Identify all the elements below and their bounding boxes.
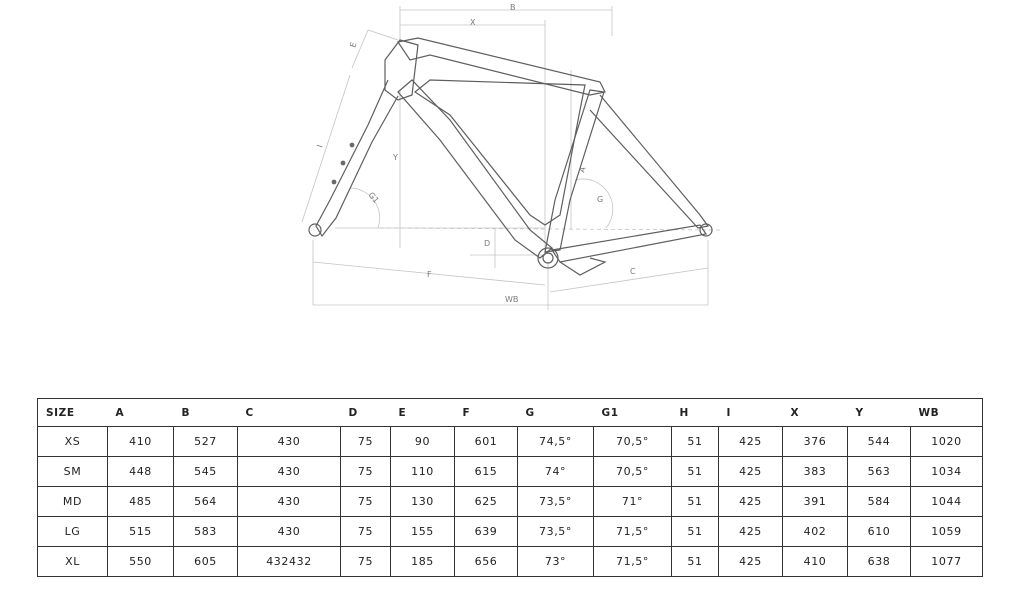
table-cell: 425 — [719, 457, 783, 487]
table-cell: 410 — [783, 547, 848, 577]
table-cell: 90 — [391, 427, 455, 457]
table-cell: 71,5° — [594, 517, 672, 547]
table-cell: 545 — [174, 457, 238, 487]
table-cell: XL — [38, 547, 108, 577]
table-cell: 425 — [719, 547, 783, 577]
table-cell: 383 — [783, 457, 848, 487]
table-cell: 430 — [238, 517, 341, 547]
geometry-table — [37, 398, 983, 577]
table-cell: 430 — [238, 457, 341, 487]
table-cell: 425 — [719, 517, 783, 547]
table-cell: LG — [38, 517, 108, 547]
table-cell: 564 — [174, 487, 238, 517]
table-cell: 610 — [848, 517, 911, 547]
table-cell: 563 — [848, 457, 911, 487]
table-cell: 425 — [719, 487, 783, 517]
table-cell: 1044 — [911, 487, 983, 517]
label-C: C — [630, 267, 636, 276]
label-WB: WB — [505, 295, 519, 304]
table-cell: 73,5° — [518, 517, 594, 547]
table-cell: 71° — [594, 487, 672, 517]
table-cell: 1020 — [911, 427, 983, 457]
header-cell: D — [341, 399, 391, 427]
table-cell: 639 — [455, 517, 518, 547]
table-cell: 410 — [108, 427, 174, 457]
table-cell: 185 — [391, 547, 455, 577]
label-E: E — [348, 41, 359, 49]
table-cell: 527 — [174, 427, 238, 457]
table-cell: 583 — [174, 517, 238, 547]
table-cell: 73° — [518, 547, 594, 577]
label-G: G — [597, 195, 604, 204]
table-cell: 51 — [672, 547, 719, 577]
header-cell: X — [783, 399, 848, 427]
table-cell: 605 — [174, 547, 238, 577]
header-cell: G — [518, 399, 594, 427]
table-cell: 430 — [238, 427, 341, 457]
header-cell: I — [719, 399, 783, 427]
table-cell: 638 — [848, 547, 911, 577]
table-cell: 130 — [391, 487, 455, 517]
table-header-row — [38, 399, 983, 427]
table-cell: 615 — [455, 457, 518, 487]
table-cell: 430 — [238, 487, 341, 517]
table-cell: 51 — [672, 517, 719, 547]
dimension-labels — [315, 3, 636, 304]
header-cell: E — [391, 399, 455, 427]
table-cell: 425 — [719, 427, 783, 457]
table-cell: 376 — [783, 427, 848, 457]
table-cell: 71,5° — [594, 547, 672, 577]
table-cell: 75 — [341, 457, 391, 487]
header-cell: G1 — [594, 399, 672, 427]
table-cell: 75 — [341, 547, 391, 577]
table-cell: 515 — [108, 517, 174, 547]
label-A: A — [577, 165, 588, 174]
header-cell: A — [108, 399, 174, 427]
header-cell: H — [672, 399, 719, 427]
header-cell: B — [174, 399, 238, 427]
table-cell: 70,5° — [594, 427, 672, 457]
header-cell: SIZE — [38, 399, 108, 427]
table-cell: 584 — [848, 487, 911, 517]
table-cell: 110 — [391, 457, 455, 487]
table-cell: 75 — [341, 517, 391, 547]
table-cell: 1059 — [911, 517, 983, 547]
table-row — [38, 517, 983, 547]
table-row — [38, 547, 983, 577]
table-cell: 1077 — [911, 547, 983, 577]
fork-bolts — [332, 143, 355, 185]
table-cell: 485 — [108, 487, 174, 517]
label-I: I — [315, 143, 325, 149]
table-cell: 74° — [518, 457, 594, 487]
table-cell: 75 — [341, 487, 391, 517]
table-cell: 601 — [455, 427, 518, 457]
table-cell: 51 — [672, 427, 719, 457]
header-cell: WB — [911, 399, 983, 427]
table-cell: 402 — [783, 517, 848, 547]
label-D: D — [484, 239, 491, 248]
header-cell: Y — [848, 399, 911, 427]
table-cell: XS — [38, 427, 108, 457]
table-cell: 51 — [672, 457, 719, 487]
table-cell: MD — [38, 487, 108, 517]
frame-outline — [309, 38, 712, 275]
table-cell: SM — [38, 457, 108, 487]
table-cell: 155 — [391, 517, 455, 547]
table-cell: 656 — [455, 547, 518, 577]
header-cell: C — [238, 399, 341, 427]
table-cell: 550 — [108, 547, 174, 577]
table-cell: 74,5° — [518, 427, 594, 457]
table-row — [38, 457, 983, 487]
table-cell: 625 — [455, 487, 518, 517]
label-Y: Y — [393, 153, 398, 162]
table-cell: 432432 — [238, 547, 341, 577]
label-B: B — [510, 3, 516, 12]
table-cell: 75 — [341, 427, 391, 457]
label-G1: G1 — [366, 190, 381, 205]
table-cell: 70,5° — [594, 457, 672, 487]
table-cell: 1034 — [911, 457, 983, 487]
table-cell: 51 — [672, 487, 719, 517]
label-X: X — [470, 18, 476, 27]
table-cell: 448 — [108, 457, 174, 487]
header-cell: F — [455, 399, 518, 427]
table-row — [38, 427, 983, 457]
table-cell: 73,5° — [518, 487, 594, 517]
label-F: F — [427, 270, 432, 279]
table-row — [38, 487, 983, 517]
table-cell: 544 — [848, 427, 911, 457]
table-cell: 391 — [783, 487, 848, 517]
